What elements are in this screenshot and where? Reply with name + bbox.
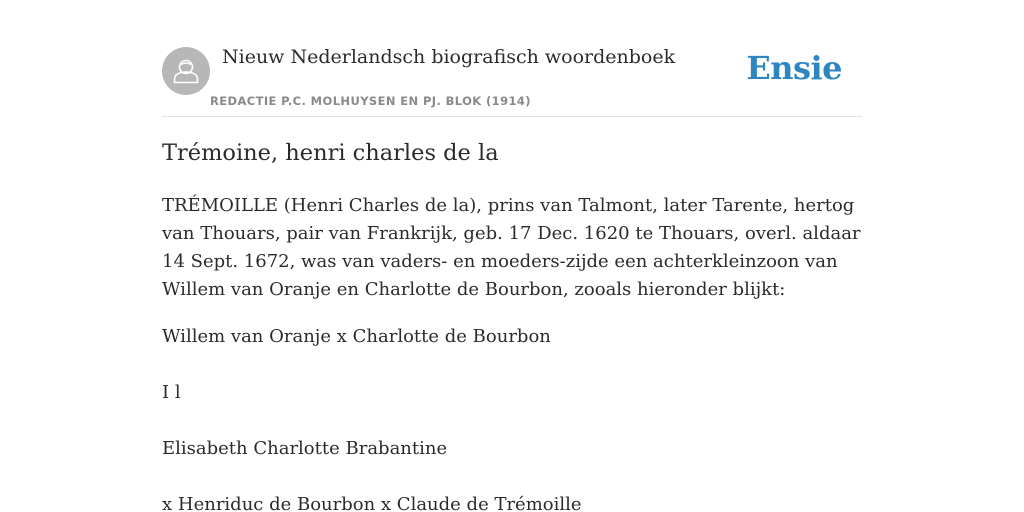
entry-intro-paragraph: TRÉMOILLE (Henri Charles de la), prins van Talmont, later Tarente, hertog van Thouars, pair van Frankrijk, geb. 17 Dec. 1620 te Thouars, overl. aldaar 14 Sept. 1672, was van vaders- en moeders-zijde een achterkleinzoon van Willem van Oranje en Charlotte de Bourbon, zooals hieronder blijkt:	[162, 195, 861, 300]
genealogy-line: I l	[162, 382, 181, 403]
user-icon	[162, 47, 210, 95]
source-editors: REDACTIE P.C. MOLHUYSEN EN PJ. BLOK (1914)	[210, 94, 531, 108]
brand-logo-link[interactable]: Ensie	[746, 49, 842, 87]
article-page	[162, 0, 862, 512]
source-header	[162, 0, 862, 117]
entry-title: Trémoine, henri charles de la	[162, 140, 499, 166]
genealogy-line: Willem van Oranje x Charlotte de Bourbon	[162, 326, 551, 347]
author-avatar[interactable]	[162, 47, 210, 95]
genealogy-line: Elisabeth Charlotte Brabantine	[162, 438, 448, 459]
genealogy-line: x Henriduc de Bourbon x Claude de Trémoille	[162, 494, 582, 512]
source-title-link[interactable]: Nieuw Nederlandsch biografisch woordenboek	[222, 46, 676, 68]
